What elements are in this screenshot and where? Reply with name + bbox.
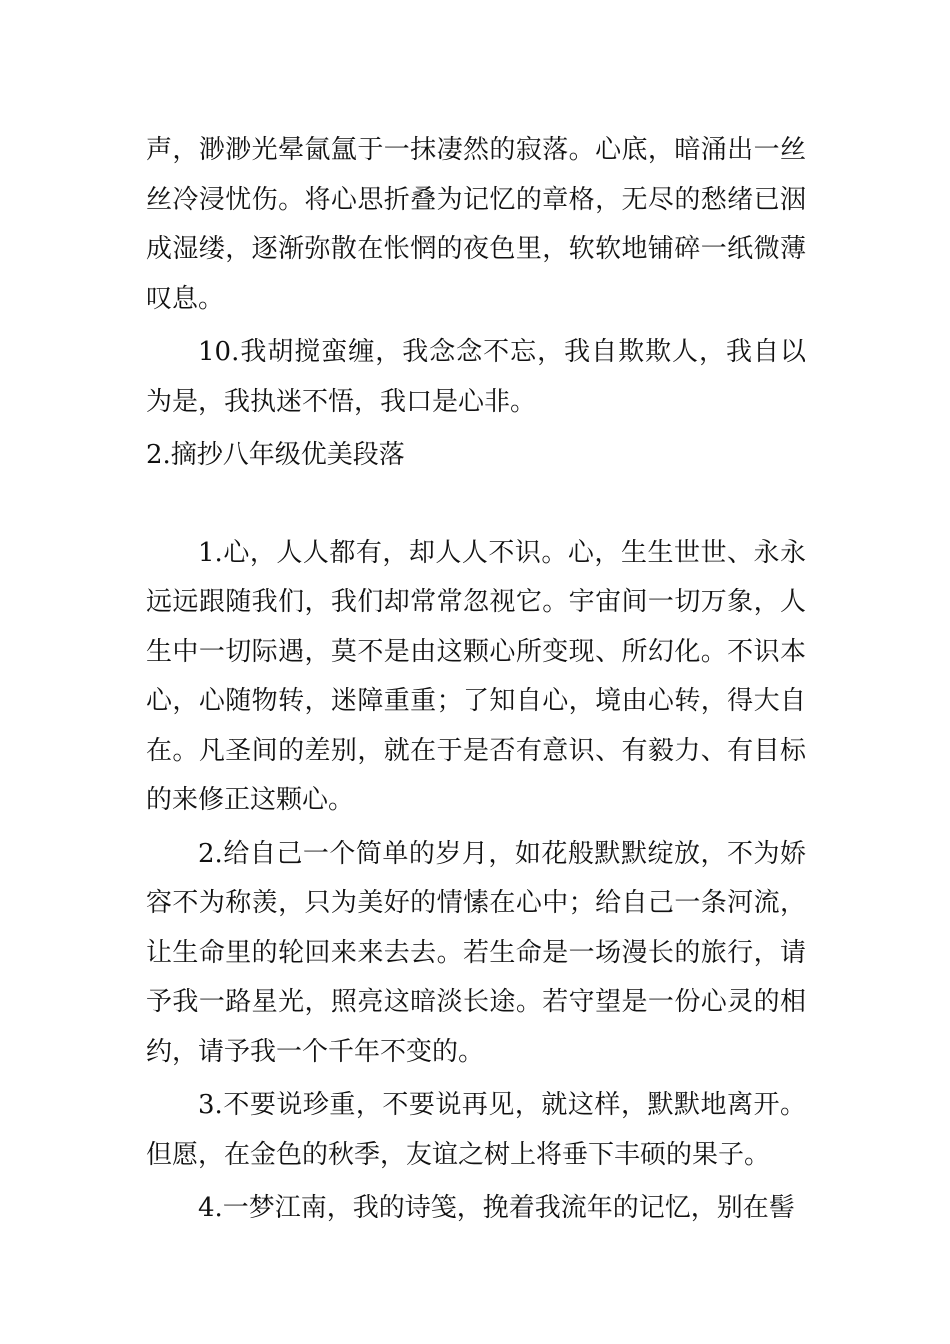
paragraph-item-1: 1.心，人人都有，却人人不识。心，生生世世、永永远远跟随我们，我们却常常忽视它。宇宙间一切万象，人生中一切际遇，莫不是由这颗心所变现、所幻化。不识本心，心随物转，迷障重重；了知自心，境由心转，得大自在。凡圣间的差别，就在于是否有意识、有毅力、有目标的来修正这颗心。 <box>146 537 806 815</box>
paragraph-item-4: 4.一梦江南，我的诗笺，挽着我流年的记忆，别在髻 <box>198 1193 795 1223</box>
paragraph-item-2: 2.给自己一个简单的岁月，如花般默默绽放，不为娇容不为称羡，只为美好的情愫在心中；给自己一条河流，让生命里的轮回来来去去。若生命是一场漫长的旅行，请予我一路星光，照亮这暗淡长途。若守望是一份心灵的相约，请予我一个千年不变的。 <box>146 838 806 1067</box>
section-heading: 2.摘抄八年级优美段落 <box>146 440 405 470</box>
paragraph-continued: 声，渺渺光晕氤氲于一抹凄然的寂落。心底，暗涌出一丝丝冷浸忧伤。将心思折叠为记忆的章格，无尽的愁绪已洇成湿缕，逐渐弥散在怅惘的夜色里，软软地铺碎一纸微薄叹息。 <box>146 135 806 314</box>
document-page <box>146 126 806 1238</box>
paragraph-item-3: 3.不要说珍重，不要说再见，就这样，默默地离开。但愿，在金色的秋季，友谊之树上将垂下丰硕的果子。 <box>146 1090 806 1170</box>
section-spacer <box>146 481 806 529</box>
paragraph-item-10: 10.我胡搅蛮缠，我念念不忘，我自欺欺人，我自以为是，我执迷不悟，我口是心非。 <box>146 337 806 417</box>
